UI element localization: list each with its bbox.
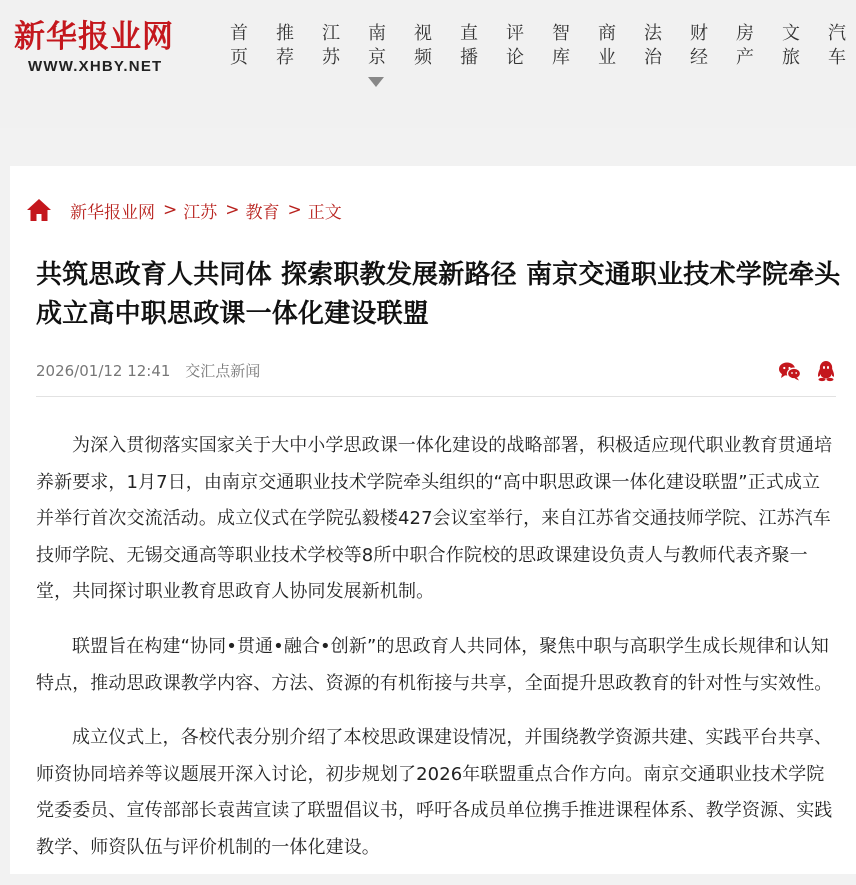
nav-item-auto[interactable]: 汽车 (828, 23, 846, 68)
nav-item-finance[interactable]: 财经 (690, 23, 708, 68)
nav-item-commentary[interactable]: 评论 (506, 23, 524, 68)
article-paragraph: 联盟旨在构建“协同•贯通•融合•创新”的思政育人共同体，聚焦中职与高职学生成长规律和认知特点，推动思政课教学内容、方法、资源的有机衔接与共享，全面提升思政教育的针对性与实效性。 (36, 635, 833, 694)
article-container (10, 166, 856, 874)
qq-icon[interactable] (816, 360, 836, 382)
breadcrumb-current[interactable]: 正文 (307, 202, 342, 223)
breadcrumb-separator: > (163, 200, 178, 220)
article-paragraph: 成立仪式上，各校代表分别介绍了本校思政课建设情况，并围绕教学资源共建、实践平台共享、师资协同培养等议题展开深入讨论，初步规划了2026年联盟重点合作方向。南京交通职业技术学院党委委员、宣传部部长袁茜宣读了联盟倡议书，呼吁各成员单位携手推进课程体系、教学资源、实践教学、师资队伍与评价机制的一体化建设。 (36, 727, 833, 858)
meta-divider (36, 396, 836, 397)
nav-item-video[interactable]: 视频 (414, 23, 432, 68)
nav-item-nanjing[interactable]: 南京 (368, 23, 386, 68)
home-icon[interactable] (26, 198, 52, 222)
breadcrumb-separator: > (225, 200, 240, 220)
chevron-down-icon (368, 77, 384, 87)
article-paragraph: 为深入贯彻落实国家关于大中小学思政课一体化建设的战略部署，积极适应现代职业教育贯通培养新要求，1月7日，由南京交通职业技术学院牵头组织的“高中职思政课一体化建设联盟”正式成立并举行首次交流活动。成立仪式在学院弘毅楼427会议室举行，来自江苏省交通技师学院、江苏汽车技师学院、无锡交通高等职业技术学校等8所中职合作院校的思政课建设负责人与教师代表齐聚一堂，共同探讨职业教育思政育人协同发展新机制。 (36, 435, 833, 603)
nav-item-culture-travel[interactable]: 文旅 (782, 23, 800, 68)
article-meta (36, 360, 260, 381)
site-logo[interactable] (14, 18, 204, 75)
logo-url: WWW.XHBY.NET (28, 58, 163, 75)
nav-item-live[interactable]: 直播 (460, 23, 478, 68)
breadcrumb-home[interactable]: 新华报业网 (70, 202, 155, 223)
breadcrumb-education[interactable]: 教育 (245, 202, 280, 223)
publish-date: 2026/01/12 12:41 (36, 362, 171, 380)
page-title: 共筑思政育人共同体 探索职教发展新路径 南京交通职业技术学院牵头成立高中职思政课一体化建设联盟 (36, 260, 841, 329)
nav-item-jiangsu[interactable]: 江苏 (322, 23, 340, 68)
site-header (0, 0, 856, 128)
wechat-icon[interactable] (778, 360, 802, 382)
article-source: 交汇点新闻 (185, 362, 261, 380)
nav-item-recommend[interactable]: 推荐 (276, 23, 294, 68)
breadcrumb-jiangsu[interactable]: 江苏 (183, 202, 218, 223)
nav-item-home[interactable]: 首页 (230, 23, 248, 68)
nav-item-thinktank[interactable]: 智库 (552, 23, 570, 68)
breadcrumb-separator: > (287, 200, 302, 220)
nav-item-business[interactable]: 商业 (598, 23, 616, 68)
logo-text: 新华报业网 (14, 19, 174, 55)
article-body (36, 428, 836, 885)
nav-item-law[interactable]: 法治 (644, 23, 662, 68)
nav-item-realestate[interactable]: 房产 (736, 23, 754, 68)
breadcrumb (26, 196, 342, 224)
